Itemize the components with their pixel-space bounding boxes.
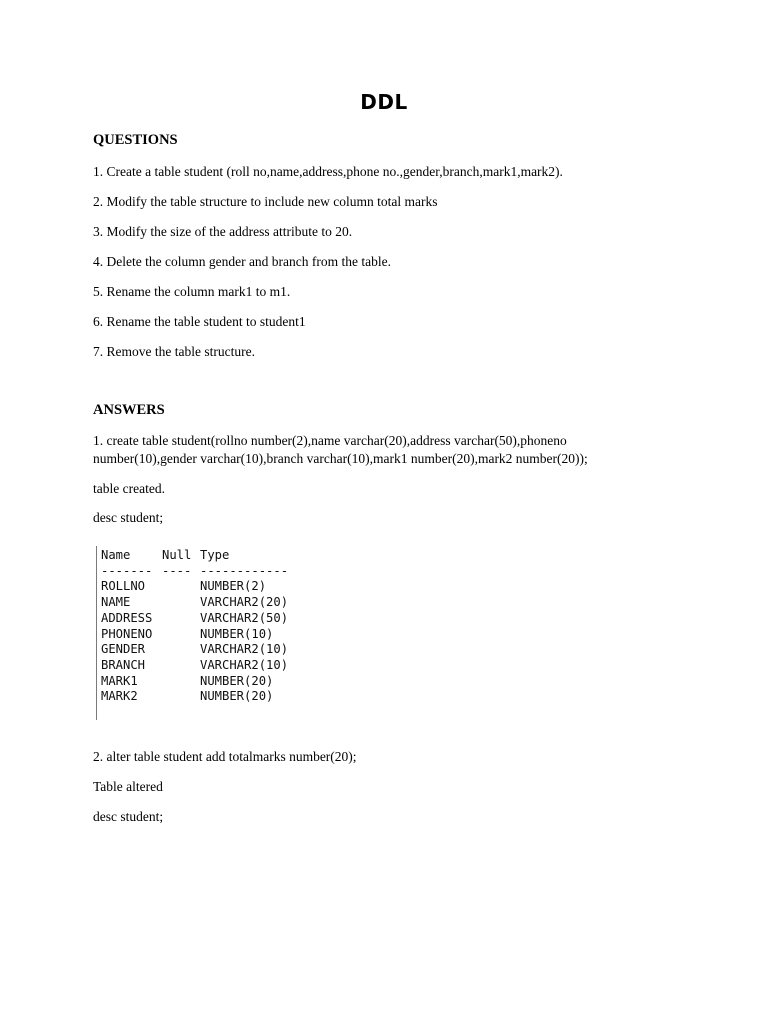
desc-row-null bbox=[162, 579, 200, 595]
desc-row bbox=[101, 658, 326, 674]
desc-header-row bbox=[101, 548, 326, 564]
desc-row-null bbox=[162, 642, 200, 658]
answer-1-line-2: number(10),gender varchar(10),branch varchar(10),mark1 number(20),mark2 number(20)); bbox=[93, 451, 588, 466]
desc-row bbox=[101, 627, 326, 643]
question-item-3: 3. Modify the size of the address attribute to 20. bbox=[93, 224, 353, 239]
answer-1-line-1: 1. create table student(rollno number(2),name varchar(20),address varchar(50),phoneno bbox=[93, 433, 567, 448]
desc-row bbox=[101, 611, 326, 627]
desc-header-name: Name bbox=[101, 548, 131, 562]
answer-2-desc-command: desc student; bbox=[93, 809, 164, 824]
question-item-5: 5. Rename the column mark1 to m1. bbox=[93, 284, 291, 299]
desc-row-type: NUMBER(20) bbox=[200, 673, 274, 688]
desc-row-type: NUMBER(10) bbox=[200, 626, 274, 641]
desc-separator-type: ------------ bbox=[200, 563, 289, 578]
question-item-7: 7. Remove the table structure. bbox=[93, 344, 255, 359]
desc-separator-row bbox=[101, 564, 326, 580]
desc-row-type: VARCHAR2(10) bbox=[200, 657, 289, 672]
desc-row bbox=[101, 595, 326, 611]
desc-row-type: VARCHAR2(50) bbox=[200, 610, 289, 625]
desc-row-null bbox=[162, 674, 200, 690]
questions-heading: QUESTIONS bbox=[93, 132, 178, 148]
answer-2-result: Table altered bbox=[93, 779, 163, 794]
desc-row-name: BRANCH bbox=[101, 657, 146, 672]
desc-row-null bbox=[162, 689, 200, 705]
desc-row-name: PHONENO bbox=[101, 626, 153, 641]
question-item-2: 2. Modify the table structure to include new column total marks bbox=[93, 194, 438, 209]
desc-row-null bbox=[162, 595, 200, 611]
desc-row-null bbox=[162, 627, 200, 643]
desc-row-name: NAME bbox=[101, 595, 131, 610]
desc-row-type: NUMBER(2) bbox=[200, 579, 267, 594]
desc-row-null bbox=[162, 611, 200, 627]
answer-2-command: 2. alter table student add totalmarks number(20); bbox=[93, 749, 357, 764]
desc-header-null: Null bbox=[162, 548, 192, 562]
desc-row bbox=[101, 689, 326, 705]
desc-row-name: GENDER bbox=[101, 642, 146, 657]
question-item-4: 4. Delete the column gender and branch from the table. bbox=[93, 254, 392, 269]
desc-row-name: ADDRESS bbox=[101, 610, 153, 625]
desc-row bbox=[101, 642, 326, 658]
page-title: DDL bbox=[360, 90, 408, 114]
question-item-6: 6. Rename the table student to student1 bbox=[93, 314, 306, 329]
desc-separator-null: ---- bbox=[162, 563, 192, 578]
desc-row-type: VARCHAR2(20) bbox=[200, 595, 289, 610]
desc-row-null bbox=[162, 658, 200, 674]
answer-1-result: table created. bbox=[93, 481, 165, 496]
desc-row bbox=[101, 579, 326, 595]
question-item-1: 1. Create a table student (roll no,name,address,phone no.,gender,branch,mark1,mark2). bbox=[93, 164, 563, 179]
desc-row-name: MARK2 bbox=[101, 689, 138, 704]
desc-row bbox=[101, 674, 326, 690]
answer-1-desc-command: desc student; bbox=[93, 510, 164, 525]
desc-separator-name: ------- bbox=[101, 563, 153, 578]
desc-row-name: ROLLNO bbox=[101, 579, 146, 594]
desc-output-screenshot bbox=[96, 546, 326, 720]
desc-row-name: MARK1 bbox=[101, 673, 138, 688]
desc-row-type: NUMBER(20) bbox=[200, 689, 274, 704]
desc-row-type: VARCHAR2(10) bbox=[200, 642, 289, 657]
desc-header-type: Type bbox=[200, 548, 230, 562]
answers-heading: ANSWERS bbox=[93, 402, 165, 418]
